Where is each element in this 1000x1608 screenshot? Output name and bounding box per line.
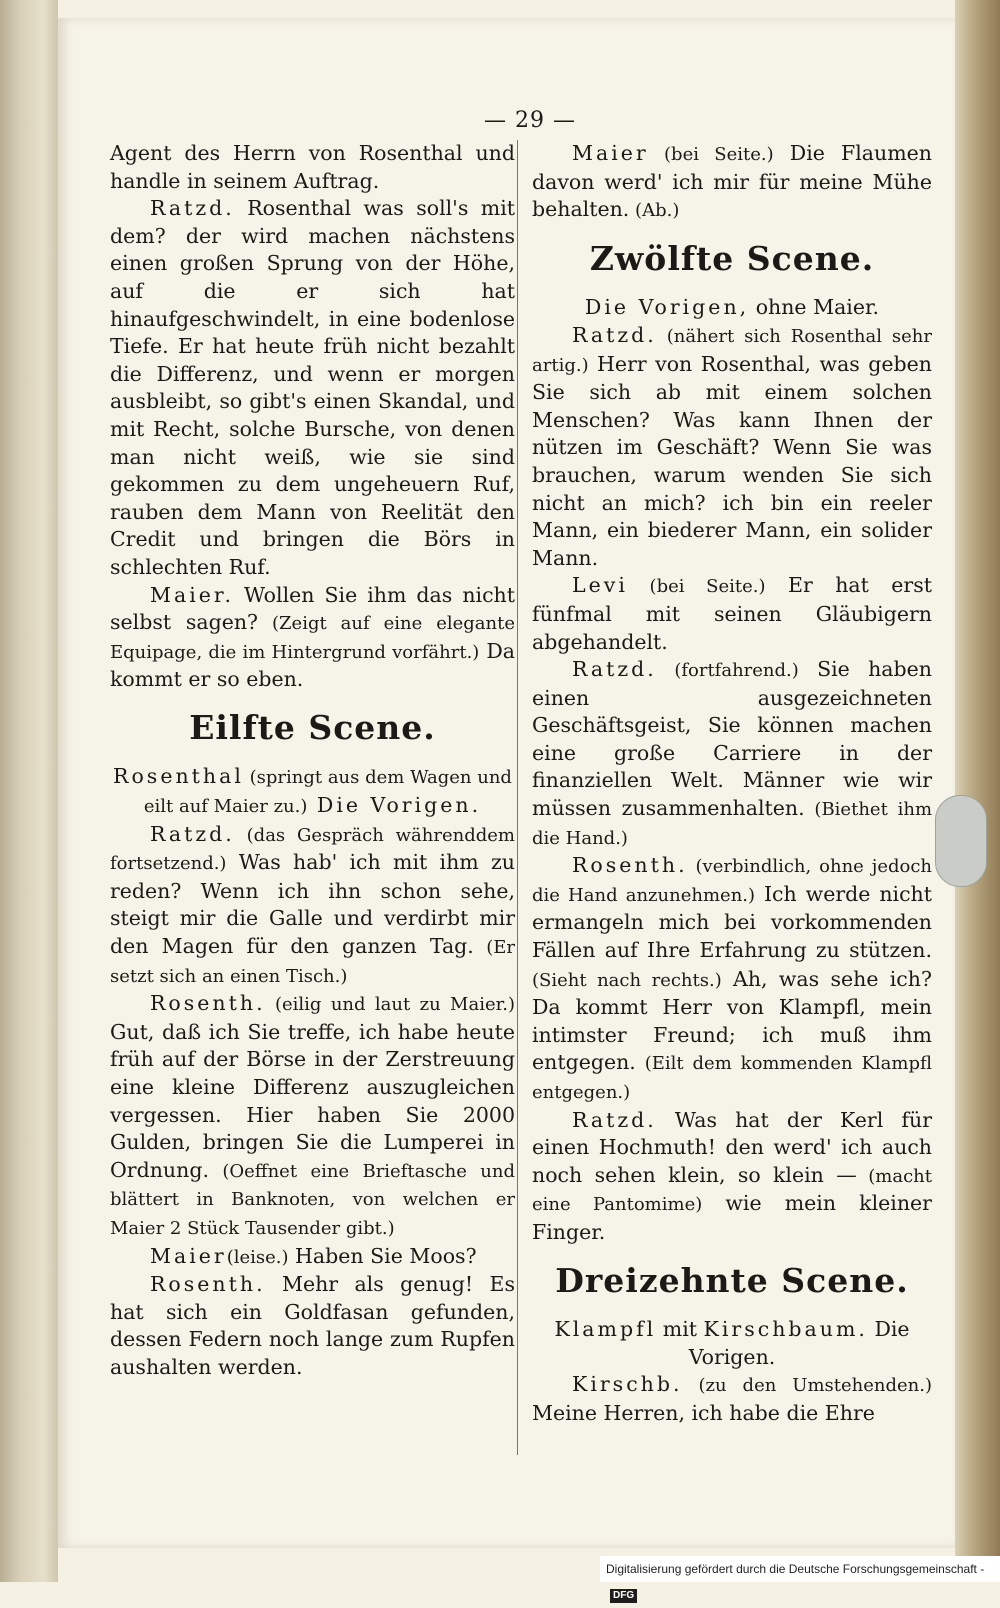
speech-text: Er hat erst fünfmal mit seinen Gläubigern abgehandelt.: [532, 573, 932, 654]
cast-line: [110, 763, 515, 820]
speech-text: Was hat der Kerl für einen Hochmuth! den werd' ich auch noch sehen klein, so klein —: [532, 1107, 932, 1187]
speech-text: Mehr als genug! Es hat sich ein Goldfasan gefunden, dessen Federn noch lange zum Rupfen aushalten werden.: [110, 1272, 515, 1379]
stage-direction: (Ab.): [629, 200, 680, 222]
speech: [532, 852, 932, 1106]
page-tab-marker: [935, 795, 987, 887]
stage-direction: (verbindlich, ohne jedoch die Hand anzunehmen.): [532, 856, 932, 906]
left-column: [110, 140, 515, 1382]
speech-text: Gut, daß ich Sie treffe, ich habe heute früh auf der Börse in der Zerstreuung eine kleine Differenz auszugleichen vergessen. Hier haben Sie 2000 Gulden, bringen Sie die Lumperei in Ordnung.: [110, 1019, 515, 1182]
stage-direction: (macht eine Pantomime): [532, 1165, 933, 1216]
stage-direction: (Oeffnet eine Brieftasche und blättert in Banknoten, von welchen er Maier 2 Stück Tausender gibt.): [110, 1160, 515, 1239]
column-divider: [517, 140, 518, 1455]
book-gutter: [0, 0, 58, 1582]
cast-text: Die Vorigen.: [307, 793, 482, 818]
speech-text: Ah, was sehe ich? Da kommt Herr von Klampfl, mein intimster Freund; ich muß ihm entgegen.: [532, 966, 932, 1075]
speaker-name: Ratzd.: [572, 322, 657, 347]
speaker-name: Ratzd.: [150, 196, 235, 221]
speech-text: Ich werde nicht ermangeln mich bei vorkommenden Fällen auf Ihre Erfahrung zu stützen.: [532, 881, 932, 963]
stage-direction: (leise.): [226, 1246, 289, 1268]
scene-heading: Eilfte Scene.: [189, 707, 436, 747]
speaker-name: Levi: [572, 573, 628, 598]
speech-text: Rosenthal was soll's mit dem? der wird machen nächstens einen großen Sprung von der Höhe, auf die er sich hat hinaufgeschwindelt, in eine bodenlose Tiefe. Er hat heute früh nicht bezahlt die Differenz, und wenn er morgen ausbleibt, so gibt's einen Skandal, und mit Recht, solche Bursche, von denen man nicht weiß, wie sie sind gekommen zu dem ungeheuern Ruf, rauben dem Mann von Reelität den Credit und bringen die Börs in schlechten Ruf.: [110, 196, 515, 579]
speech-text: Wollen Sie ihm das nicht selbst sagen?: [110, 582, 515, 635]
stage-direction: (springt aus dem Wagen und eilt auf Maier zu.): [143, 767, 512, 818]
speech: [110, 1271, 515, 1381]
speech: [110, 195, 515, 581]
speaker-name: Kirschbaum.: [703, 1317, 868, 1342]
paragraph: [110, 140, 515, 195]
cast-text: ohne Maier.: [749, 295, 880, 320]
speech-text: Die Flaumen davon werd' ich mir für meine Mühe behalten.: [532, 141, 932, 222]
speech-text: wie mein kleiner Finger.: [532, 1191, 932, 1244]
speaker-name: Klampfl: [554, 1317, 657, 1342]
speech: [532, 572, 932, 656]
speech: [532, 656, 932, 852]
speech: [532, 1371, 932, 1427]
footer-text: Digitalisierung gefördert durch die Deutsche Forschungsgemeinschaft -: [606, 1562, 985, 1576]
scene-heading: Zwölfte Scene.: [589, 238, 875, 278]
speaker-name: Maier: [150, 1243, 227, 1268]
digitization-footer: [600, 1556, 1000, 1601]
cast-line: [532, 1316, 932, 1371]
speech-text: Haben Sie Moos?: [288, 1243, 477, 1268]
speech: [110, 1243, 515, 1272]
speaker-name: Maier: [572, 141, 649, 165]
stage-direction: (Eilt dem kommenden Klampfl entgegen.): [532, 1053, 932, 1103]
speech-text: Meine Herren, ich habe die Ehre: [532, 1400, 875, 1425]
speaker-name: Rosenth.: [150, 991, 266, 1016]
speaker-name: Rosenth.: [572, 853, 688, 878]
stage-direction: (eilig und laut zu Maier.): [265, 994, 515, 1016]
speech-text: Da kommt er so eben.: [110, 638, 515, 692]
speech: [532, 1107, 932, 1247]
cast-text: Die Vorigen,: [584, 295, 750, 320]
speaker-name: Rosenth.: [150, 1272, 266, 1297]
speaker-name: Maier.: [150, 582, 234, 607]
stage-direction: (Zeigt auf eine elegante Equipage, die im Hintergrund vorfährt.): [110, 613, 516, 663]
speech-text: Was hab' ich mit ihm zu reden? Wenn ich ihn schon sehe, steigt mir die Galle und verdirbt mir den Magen für den ganzen Tag.: [110, 850, 515, 959]
book-fore-edge: [955, 0, 1000, 1582]
speech: [110, 582, 515, 694]
stage-direction: (Sieht nach rechts.): [532, 969, 722, 991]
speaker-name: Ratzd.: [572, 1107, 657, 1132]
speech: [532, 322, 932, 572]
speech: [110, 990, 515, 1242]
speaker-name: Ratzd.: [150, 821, 235, 846]
speech: [110, 821, 515, 991]
speaker-name: Kirschb.: [572, 1372, 683, 1397]
stage-direction: (nähert sich Rosenthal sehr artig.): [532, 325, 932, 376]
dfg-logo: DFG: [610, 1589, 637, 1603]
stage-direction: (das Gespräch währenddem fortsetzend.): [110, 824, 515, 875]
speaker-name: Rosenthal: [113, 764, 244, 789]
stage-direction: (Biethet ihm die Hand.): [532, 799, 933, 849]
stage-direction: (bei Seite.): [648, 144, 774, 165]
stage-direction: (zu den Umstehenden.): [682, 1375, 932, 1397]
paragraph-text: Agent des Herrn von Rosenthal und handle in seinem Auftrag.: [110, 141, 515, 193]
page-number: — 29 —: [484, 108, 576, 133]
speech: [532, 140, 932, 225]
stage-direction: (Er setzt sich an einen Tisch.): [110, 937, 515, 987]
speech-text: Herr von Rosenthal, was geben Sie sich ab mit einem solchen Menschen? Was kann Ihnen der nützen im Geschäft? Wenn Sie was brauchen, warum wenden Sie sich nicht an mich? ich bin ein reeler Mann, ein biederer Mann, ein solider Mann.: [532, 351, 932, 570]
stage-direction: (bei Seite.): [627, 576, 766, 598]
scene-heading: Dreizehnte Scene.: [555, 1260, 909, 1300]
speaker-name: Ratzd.: [572, 657, 657, 682]
cast-line: [532, 294, 932, 322]
cast-text: Die Vorigen.: [688, 1317, 910, 1369]
stage-direction: (fortfahrend.): [656, 660, 799, 682]
speech-text: Sie haben einen ausgezeichneten Geschäftsgeist, Sie können machen eine große Carriere in der finanziellen Welt. Männer wie wir müssen zusammenhalten.: [532, 657, 932, 821]
right-column: [532, 140, 932, 1428]
cast-text: mit: [656, 1317, 704, 1342]
